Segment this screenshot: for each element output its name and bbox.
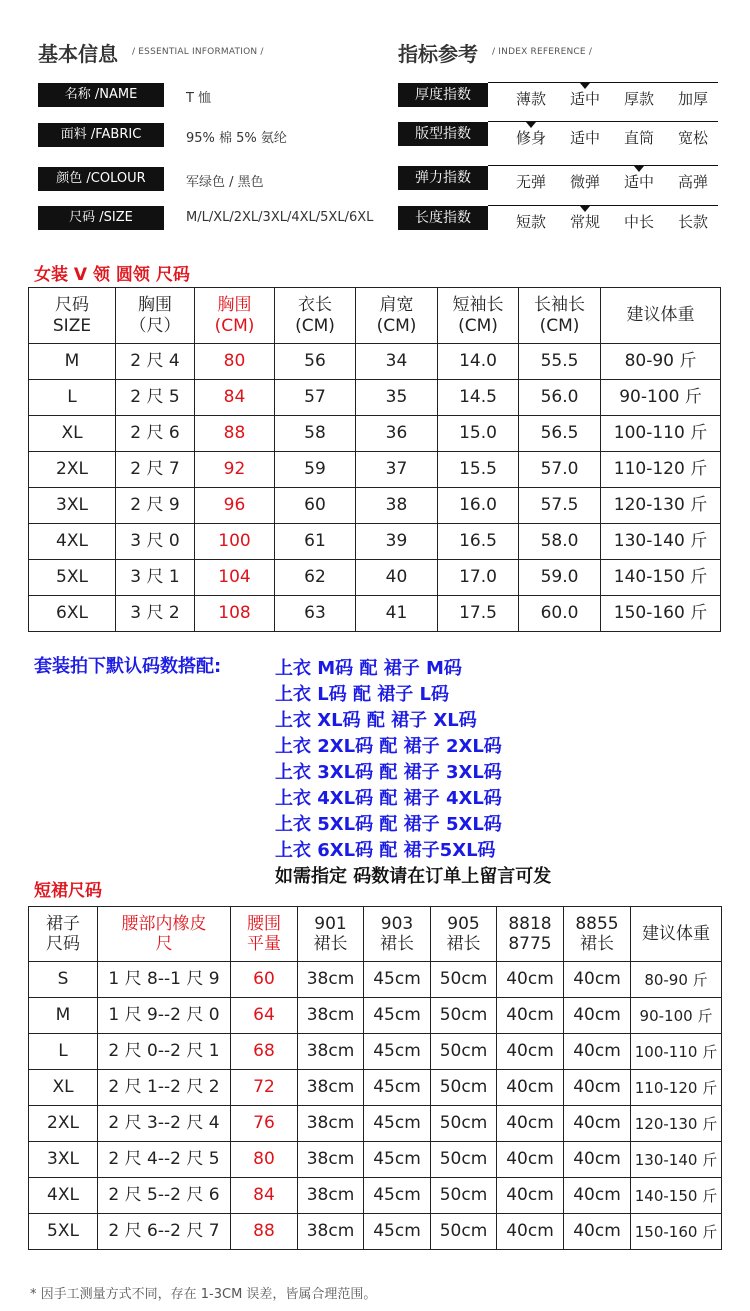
index-option: 适中 xyxy=(569,90,600,108)
table-cell: 17.5 xyxy=(438,596,519,632)
table-cell: 104 xyxy=(195,560,275,596)
table-cell: 2 尺 9 xyxy=(116,488,195,524)
table-cell: 45cm xyxy=(364,1214,431,1250)
table-cell: 50cm xyxy=(431,1214,497,1250)
table-cell: 40cm xyxy=(564,1142,631,1178)
header-cell: 裙子 尺码 xyxy=(29,907,98,962)
table-cell: L xyxy=(29,380,116,416)
table-cell: 60.0 xyxy=(519,596,601,632)
table-row xyxy=(29,1070,722,1106)
table-cell: 3 尺 1 xyxy=(116,560,195,596)
table-cell: 37 xyxy=(356,452,438,488)
basic-label-fabric: 面料 /FABRIC xyxy=(38,123,164,147)
header-cell: 腰围 平量 xyxy=(231,907,298,962)
basic-value-name: T 恤 xyxy=(186,91,212,106)
selected-marker-icon xyxy=(526,122,536,128)
table-cell: 2 尺 1--2 尺 2 xyxy=(98,1070,231,1106)
index-title: 指标参考 xyxy=(398,42,478,66)
table-cell: M xyxy=(29,344,116,380)
table-cell: 100-110 斤 xyxy=(601,416,721,452)
table-row xyxy=(29,998,722,1034)
table-cell: 50cm xyxy=(431,1178,497,1214)
index-option: 直筒 xyxy=(623,129,654,147)
table-cell: 130-140 斤 xyxy=(631,1142,722,1178)
table-row xyxy=(29,452,721,488)
set-info-label: 套装拍下默认码数搭配: xyxy=(34,656,222,677)
index-option: 无弹 xyxy=(515,173,546,191)
table-cell: 35 xyxy=(356,380,438,416)
table-cell: XL xyxy=(29,1070,98,1106)
table-cell: 2XL xyxy=(29,452,116,488)
table-row xyxy=(29,416,721,452)
set-info-line: 上衣 6XL码 配 裙子5XL码 xyxy=(275,840,496,861)
table-row xyxy=(29,1142,722,1178)
table-cell: 38cm xyxy=(298,1106,364,1142)
index-option: 加厚 xyxy=(677,90,708,108)
table-cell: 6XL xyxy=(29,596,116,632)
table-cell: 58 xyxy=(275,416,356,452)
table-cell: 50cm xyxy=(431,998,497,1034)
table-row xyxy=(29,1106,722,1142)
table-row xyxy=(29,344,721,380)
table-cell: 4XL xyxy=(29,524,116,560)
table-cell: 2 尺 6--2 尺 7 xyxy=(98,1214,231,1250)
selected-marker-icon xyxy=(634,166,644,172)
basic-label-name: 名称 /NAME xyxy=(38,83,164,107)
selected-marker-icon xyxy=(580,206,590,212)
table-cell: 110-120 斤 xyxy=(601,452,721,488)
table-header-row xyxy=(29,907,722,962)
table-cell: 96 xyxy=(195,488,275,524)
table-cell: 40cm xyxy=(497,1142,564,1178)
table-cell: 40cm xyxy=(497,1070,564,1106)
table-cell: 45cm xyxy=(364,1142,431,1178)
table-cell: 50cm xyxy=(431,1142,497,1178)
table-cell: 100 xyxy=(195,524,275,560)
set-info-line: 上衣 M码 配 裙子 M码 xyxy=(275,658,462,679)
table-cell: 61 xyxy=(275,524,356,560)
index-option: 薄款 xyxy=(515,90,546,108)
table-cell: 3XL xyxy=(29,1142,98,1178)
table-cell: 36 xyxy=(356,416,438,452)
table-cell: 63 xyxy=(275,596,356,632)
table-cell: 38cm xyxy=(298,1214,364,1250)
table-cell: 2 尺 5--2 尺 6 xyxy=(98,1178,231,1214)
table-cell: 34 xyxy=(356,344,438,380)
index-option: 微弹 xyxy=(569,173,600,191)
table-cell: 58.0 xyxy=(519,524,601,560)
table-row xyxy=(29,1178,722,1214)
table-cell: 40cm xyxy=(564,1034,631,1070)
set-info-line: 上衣 4XL码 配 裙子 4XL码 xyxy=(275,788,502,809)
table-cell: 56 xyxy=(275,344,356,380)
header-cell: 长袖长 (CM) xyxy=(519,288,601,344)
table-cell: 41 xyxy=(356,596,438,632)
table-cell: 16.0 xyxy=(438,488,519,524)
table-cell: 40cm xyxy=(497,1034,564,1070)
index-label: 版型指数 xyxy=(398,122,488,146)
table-cell: 2 尺 0--2 尺 1 xyxy=(98,1034,231,1070)
table-cell: 45cm xyxy=(364,1106,431,1142)
table-cell: 14.5 xyxy=(438,380,519,416)
table-cell: 3XL xyxy=(29,488,116,524)
set-info-line: 上衣 XL码 配 裙子 XL码 xyxy=(275,710,477,731)
table-cell: 2 尺 7 xyxy=(116,452,195,488)
table-cell: 64 xyxy=(231,998,298,1034)
set-info-line: 上衣 3XL码 配 裙子 3XL码 xyxy=(275,762,502,783)
table-cell: 38cm xyxy=(298,1034,364,1070)
index-line xyxy=(488,205,718,206)
table-cell: 57.0 xyxy=(519,452,601,488)
table-cell: 59.0 xyxy=(519,560,601,596)
table-cell: 60 xyxy=(275,488,356,524)
set-info-note: 如需指定 码数请在订单上留言可发 xyxy=(275,866,552,887)
basic-value-fabric: 95% 棉 5% 氨纶 xyxy=(186,131,287,146)
header-cell: 8855 裙长 xyxy=(564,907,631,962)
table-cell: 38cm xyxy=(298,1142,364,1178)
table-cell: 100-110 斤 xyxy=(631,1034,722,1070)
table-cell: 45cm xyxy=(364,1070,431,1106)
table-cell: 4XL xyxy=(29,1178,98,1214)
table-cell: 90-100 斤 xyxy=(631,998,722,1034)
header-cell: 胸围 （尺） xyxy=(116,288,195,344)
index-line xyxy=(488,121,718,122)
skirt-size-table xyxy=(28,906,722,1250)
table-cell: 55.5 xyxy=(519,344,601,380)
header-cell: 903 裙长 xyxy=(364,907,431,962)
basic-label-colour: 颜色 /COLOUR xyxy=(38,167,164,191)
table-row xyxy=(29,1214,722,1250)
table-cell: 50cm xyxy=(431,962,497,998)
table-row xyxy=(29,380,721,416)
table-cell: 140-150 斤 xyxy=(631,1178,722,1214)
index-option: 短款 xyxy=(515,213,546,231)
header-cell: 衣长 (CM) xyxy=(275,288,356,344)
index-option: 厚款 xyxy=(623,90,654,108)
basic-value-size: M/L/XL/2XL/3XL/4XL/5XL/6XL xyxy=(186,210,374,225)
index-label: 厚度指数 xyxy=(398,83,488,107)
table-cell: 38cm xyxy=(298,998,364,1034)
table-cell: 16.5 xyxy=(438,524,519,560)
table-cell: 5XL xyxy=(29,1214,98,1250)
table-cell: 88 xyxy=(231,1214,298,1250)
table-cell: 56.5 xyxy=(519,416,601,452)
table-cell: 80 xyxy=(195,344,275,380)
index-option: 适中 xyxy=(623,173,654,191)
table-cell: 40cm xyxy=(497,998,564,1034)
table-cell: 50cm xyxy=(431,1106,497,1142)
table-cell: 68 xyxy=(231,1034,298,1070)
table-cell: 59 xyxy=(275,452,356,488)
set-info-line: 上衣 5XL码 配 裙子 5XL码 xyxy=(275,814,502,835)
index-option: 长款 xyxy=(677,213,708,231)
header-cell: 8818 8775 xyxy=(497,907,564,962)
table-cell: 45cm xyxy=(364,998,431,1034)
index-subtitle: / INDEX REFERENCE / xyxy=(492,47,593,57)
table-cell: L xyxy=(29,1034,98,1070)
table-cell: 50cm xyxy=(431,1034,497,1070)
table-cell: 84 xyxy=(195,380,275,416)
table-cell: 57.5 xyxy=(519,488,601,524)
basic-value-colour: 军绿色 / 黑色 xyxy=(186,175,264,190)
index-option: 宽松 xyxy=(677,129,708,147)
table-cell: M xyxy=(29,998,98,1034)
table-cell: 110-120 斤 xyxy=(631,1070,722,1106)
top-table-title: 女装 V 领 圆领 尺码 xyxy=(34,265,190,285)
index-option: 修身 xyxy=(515,129,546,147)
table-cell: S xyxy=(29,962,98,998)
table-cell: 3 尺 2 xyxy=(116,596,195,632)
table-cell: 40cm xyxy=(564,1106,631,1142)
table-row xyxy=(29,1034,722,1070)
table-row xyxy=(29,488,721,524)
table-row xyxy=(29,560,721,596)
table-cell: 2 尺 6 xyxy=(116,416,195,452)
table-cell: 92 xyxy=(195,452,275,488)
table-cell: 2 尺 4 xyxy=(116,344,195,380)
table-cell: 80-90 斤 xyxy=(601,344,721,380)
table-cell: 38cm xyxy=(298,1178,364,1214)
table-cell: 108 xyxy=(195,596,275,632)
table-cell: 40cm xyxy=(497,1178,564,1214)
table-cell: 40cm xyxy=(564,962,631,998)
table-cell: 3 尺 0 xyxy=(116,524,195,560)
table-cell: 80 xyxy=(231,1142,298,1178)
table-cell: 38cm xyxy=(298,1070,364,1106)
table-cell: 2 尺 3--2 尺 4 xyxy=(98,1106,231,1142)
table-cell: 2 尺 5 xyxy=(116,380,195,416)
table-cell: 1 尺 8--1 尺 9 xyxy=(98,962,231,998)
table-cell: 40cm xyxy=(564,998,631,1034)
table-cell: 62 xyxy=(275,560,356,596)
table-cell: 84 xyxy=(231,1178,298,1214)
table-cell: 140-150 斤 xyxy=(601,560,721,596)
table-row xyxy=(29,596,721,632)
table-cell: 40 xyxy=(356,560,438,596)
table-cell: 15.5 xyxy=(438,452,519,488)
table-cell: 2XL xyxy=(29,1106,98,1142)
header-cell: 建议体重 xyxy=(601,288,721,344)
table-cell: 88 xyxy=(195,416,275,452)
table-cell: 40cm xyxy=(497,1106,564,1142)
header-cell: 尺码 SIZE xyxy=(29,288,116,344)
set-info-line: 上衣 2XL码 配 裙子 2XL码 xyxy=(275,736,502,757)
index-line xyxy=(488,165,718,166)
table-cell: 40cm xyxy=(497,1214,564,1250)
table-cell: 38 xyxy=(356,488,438,524)
table-row xyxy=(29,962,722,998)
table-cell: 40cm xyxy=(564,1214,631,1250)
index-option: 常规 xyxy=(569,213,600,231)
top-size-table xyxy=(28,287,721,632)
table-cell: 80-90 斤 xyxy=(631,962,722,998)
table-cell: 72 xyxy=(231,1070,298,1106)
index-label: 弹力指数 xyxy=(398,166,488,190)
table-cell: 90-100 斤 xyxy=(601,380,721,416)
header-cell: 建议体重 xyxy=(631,907,722,962)
table-cell: 150-160 斤 xyxy=(631,1214,722,1250)
basic-info-title: 基本信息 xyxy=(38,42,118,66)
table-cell: 40cm xyxy=(497,962,564,998)
table-cell: 130-140 斤 xyxy=(601,524,721,560)
table-cell: 17.0 xyxy=(438,560,519,596)
basic-label-size: 尺码 /SIZE xyxy=(38,206,164,230)
table-cell: 5XL xyxy=(29,560,116,596)
table-cell: 76 xyxy=(231,1106,298,1142)
table-cell: 56.0 xyxy=(519,380,601,416)
table-cell: 45cm xyxy=(364,1178,431,1214)
table-cell: 45cm xyxy=(364,962,431,998)
set-info-line: 上衣 L码 配 裙子 L码 xyxy=(275,684,450,705)
table-cell: 1 尺 9--2 尺 0 xyxy=(98,998,231,1034)
index-option: 高弹 xyxy=(677,173,708,191)
index-line xyxy=(488,82,718,83)
table-cell: 40cm xyxy=(564,1070,631,1106)
footnote: * 因手工测量方式不同，存在 1-3CM 误差，皆属合理范围。 xyxy=(30,1287,377,1302)
table-cell: 60 xyxy=(231,962,298,998)
table-cell: 57 xyxy=(275,380,356,416)
index-label: 长度指数 xyxy=(398,206,488,230)
header-cell: 肩宽 (CM) xyxy=(356,288,438,344)
table-cell: 45cm xyxy=(364,1034,431,1070)
header-cell: 901 裙长 xyxy=(298,907,364,962)
index-option: 适中 xyxy=(569,129,600,147)
table-cell: 38cm xyxy=(298,962,364,998)
table-cell: 39 xyxy=(356,524,438,560)
table-row xyxy=(29,524,721,560)
table-cell: XL xyxy=(29,416,116,452)
table-cell: 50cm xyxy=(431,1070,497,1106)
header-cell: 短袖长 (CM) xyxy=(438,288,519,344)
table-cell: 15.0 xyxy=(438,416,519,452)
table-cell: 2 尺 4--2 尺 5 xyxy=(98,1142,231,1178)
header-cell: 腰部内橡皮 尺 xyxy=(98,907,231,962)
header-cell: 胸围 (CM) xyxy=(195,288,275,344)
table-cell: 150-160 斤 xyxy=(601,596,721,632)
table-cell: 120-130 斤 xyxy=(601,488,721,524)
table-cell: 40cm xyxy=(564,1178,631,1214)
table-cell: 14.0 xyxy=(438,344,519,380)
table-header-row xyxy=(29,288,721,344)
header-cell: 905 裙长 xyxy=(431,907,497,962)
basic-info-subtitle: / ESSENTIAL INFORMATION / xyxy=(132,47,264,57)
skirt-table-title: 短裙尺码 xyxy=(34,881,102,901)
table-cell: 120-130 斤 xyxy=(631,1106,722,1142)
selected-marker-icon xyxy=(580,83,590,89)
index-option: 中长 xyxy=(623,213,654,231)
